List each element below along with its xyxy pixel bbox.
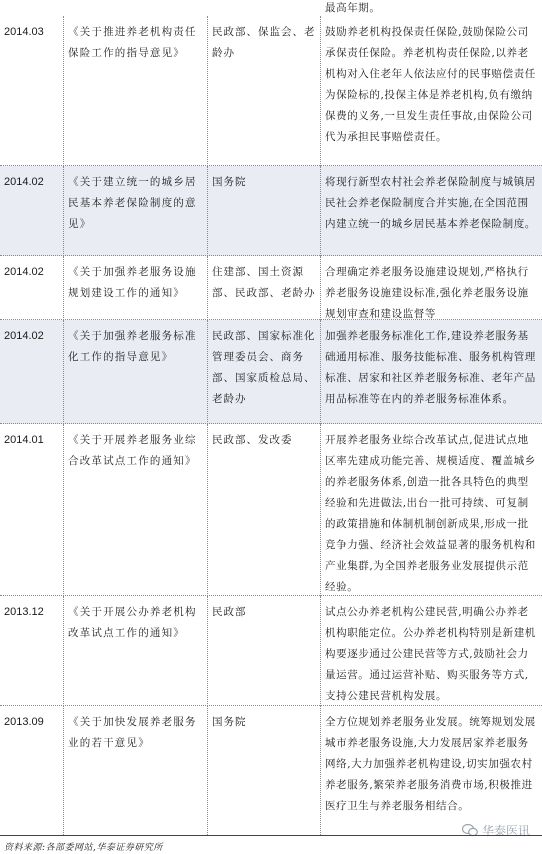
footer-rule [0,835,542,836]
row-content: 加强养老服务标准化工作,建设养老服务基础通用标准、服务技能标准、服务机构管理标准、居家和社区养老服务标准、老年产品用品标准等在内的养老服务标准体系。 [325,330,536,405]
row-date: 2013.12 [4,606,44,618]
row-date: 2014.01 [4,434,44,446]
row-content: 鼓励养老机构投保责任保险,鼓励保险公司承保责任保险。养老机构责任保险,以养老机构对入住老年人依法应付的民事赔偿责任为保险标的,投保主体是养老机构,负有缴纳保费的义务,一旦发生责任事故,由保险公司代为承担民事赔偿责任。 [325,26,536,143]
row-document: 《关于开展公办养老机构改革试点工作的通知》 [68,606,197,639]
table-row [0,320,542,424]
row-date: 2014.02 [4,330,44,342]
row-department: 民政部、发改委 [212,434,293,446]
table-row [0,166,542,256]
row-department: 国务院 [212,176,247,188]
wechat-watermark [462,822,530,839]
row-date: 2014.03 [4,26,44,38]
row-content: 将现行新型农村社会养老保险制度与城镇居民社会养老保险制度合并实施,在全国范围内建立统一的城乡居民基本养老保险制度。 [325,176,536,230]
table-row [0,16,542,166]
row-department: 住建部、国土资源部、民政部、老龄办 [212,266,316,299]
row-document: 《关于建立统一的城乡居民基本养老保险制度的意见》 [68,176,197,230]
row-date: 2014.02 [4,176,44,188]
row-date: 2014.02 [4,266,44,278]
table-row [0,424,542,596]
row-department: 民政部 [212,606,247,618]
row-department: 民政部、保监会、老龄办 [212,26,316,59]
row-department: 民政部、国家标准化管理委员会、商务部、国家质检总局、老龄办 [212,330,316,405]
row-document: 《关于加快发展养老服务业的若干意见》 [68,716,197,749]
table-row [0,706,542,835]
row-document: 《关于加强养老服务设施规划建设工作的通知》 [68,266,197,299]
row-content: 开展养老服务业综合改革试点,促进试点地区率先建成功能完善、规模适度、覆盖城乡的养老服务体系,创造一批各具特色的典型经验和先进做法,出台一批可持续、可复制的政策措施和体制机制创新成果,形成一批竞争力强、经济社会效益显著的服务机构和产业集群,为全国养老服务业发展提供示范经验。 [325,434,536,593]
top-fragment: 最高年期。 [325,2,381,14]
row-content: 合理确定养老服务设施建设规划,严格执行养老服务设施建设标准,强化养老服务设施规划审查和建设监督等 [325,266,529,320]
watermark-text: 华泰医讯 [481,824,530,838]
table-row [0,256,542,320]
row-document: 《关于推进养老机构责任保险工作的指导意见》 [68,26,197,59]
source-note: 资料来源:各部委网站,华泰证券研究所 [4,843,163,853]
row-content: 试点公办养老机构公建民营,明确公办养老机构职能定位。公办养老机构特别是新建机构要逐步通过公建民营等方式,鼓励社会力量运营。通过运营补贴、购买服务等方式,支持公建民营机构发展。 [325,606,536,702]
table-row [0,596,542,706]
row-document: 《关于开展养老服务业综合改革试点工作的通知》 [68,434,197,467]
row-date: 2013.09 [4,716,44,728]
row-document: 《关于加强养老服务标准化工作的指导意见》 [68,330,197,363]
row-content: 全方位规划养老服务业发展。统筹规划发展城市养老服务设施,大力发展居家养老服务网络,大力加强养老机构建设,切实加强农村养老服务,繁荣养老服务消费市场,积极推进医疗卫生与养老服务相结合。 [325,716,536,812]
row-department: 国务院 [212,716,247,728]
